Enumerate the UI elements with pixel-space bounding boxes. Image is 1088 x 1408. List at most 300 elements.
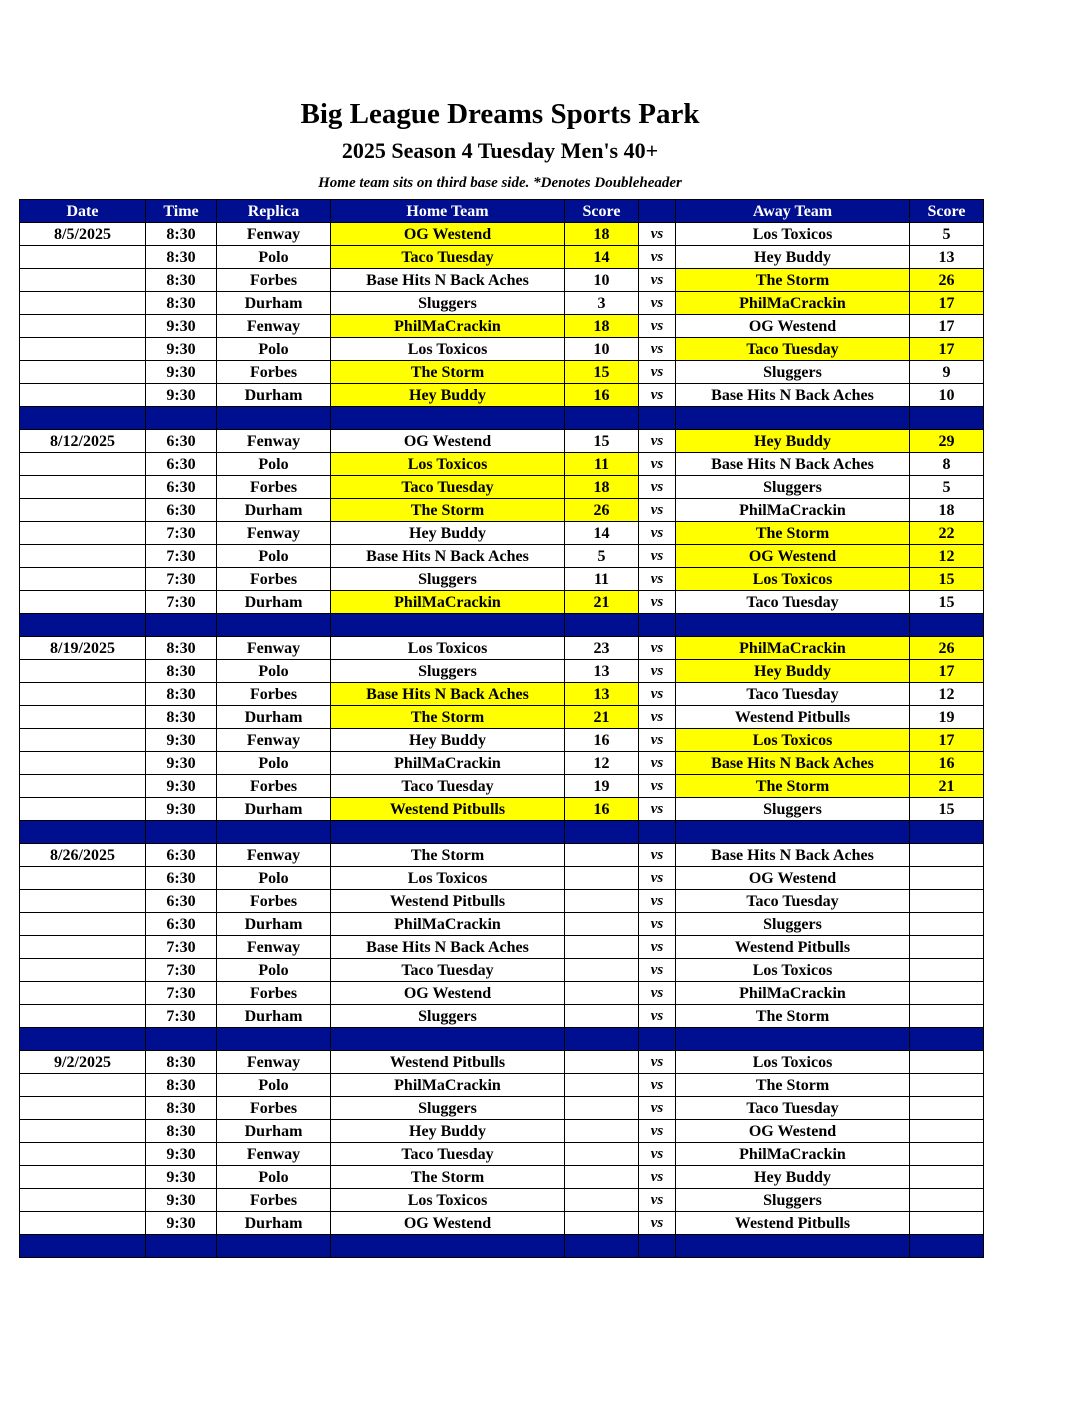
field-name: Forbes <box>217 1189 331 1212</box>
game-time: 9:30 <box>146 752 217 775</box>
vs-label: vs <box>639 246 676 269</box>
vs-label: vs <box>639 913 676 936</box>
game-date <box>20 1097 146 1120</box>
table-row <box>20 292 984 315</box>
home-score <box>565 913 639 936</box>
away-score: 18 <box>910 499 984 522</box>
away-team: Los Toxicos <box>676 959 910 982</box>
vs-label: vs <box>639 752 676 775</box>
field-name: Fenway <box>217 1051 331 1074</box>
vs-label: vs <box>639 660 676 683</box>
game-date <box>20 361 146 384</box>
away-team: Los Toxicos <box>676 223 910 246</box>
home-score: 21 <box>565 591 639 614</box>
home-score: 14 <box>565 246 639 269</box>
table-row <box>20 798 984 821</box>
home-score: 16 <box>565 729 639 752</box>
away-team: Sluggers <box>676 798 910 821</box>
home-score <box>565 1143 639 1166</box>
game-time: 9:30 <box>146 384 217 407</box>
home-score: 10 <box>565 338 639 361</box>
away-score: 10 <box>910 384 984 407</box>
separator-cell <box>910 1235 984 1258</box>
page-note: Home team sits on third base side. *Denotes Doubleheader <box>318 175 682 191</box>
table-row <box>20 1074 984 1097</box>
away-team: Hey Buddy <box>676 660 910 683</box>
game-time: 8:30 <box>146 683 217 706</box>
home-team: Sluggers <box>331 1005 565 1028</box>
home-team: Base Hits N Back Aches <box>331 545 565 568</box>
vs-label: vs <box>639 1051 676 1074</box>
game-time: 8:30 <box>146 1074 217 1097</box>
separator-cell <box>146 1235 217 1258</box>
home-team: Los Toxicos <box>331 867 565 890</box>
separator-cell <box>20 1028 146 1051</box>
game-date: 8/5/2025 <box>20 223 146 246</box>
field-name: Polo <box>217 660 331 683</box>
separator-cell <box>676 614 910 637</box>
separator-cell <box>639 1235 676 1258</box>
vs-label: vs <box>639 1212 676 1235</box>
field-name: Polo <box>217 453 331 476</box>
home-score <box>565 867 639 890</box>
col-date: Date <box>20 200 146 223</box>
field-name: Polo <box>217 1166 331 1189</box>
away-score <box>910 1143 984 1166</box>
home-team: Los Toxicos <box>331 637 565 660</box>
game-date <box>20 1166 146 1189</box>
home-team: Hey Buddy <box>331 1120 565 1143</box>
game-date <box>20 499 146 522</box>
away-team: The Storm <box>676 269 910 292</box>
away-score <box>910 936 984 959</box>
field-name: Fenway <box>217 1143 331 1166</box>
away-score: 5 <box>910 476 984 499</box>
field-name: Forbes <box>217 890 331 913</box>
table-row <box>20 453 984 476</box>
table-row <box>20 637 984 660</box>
game-date <box>20 246 146 269</box>
week-separator <box>20 1235 984 1258</box>
away-team: Westend Pitbulls <box>676 936 910 959</box>
game-date <box>20 867 146 890</box>
col-away-team: Away Team <box>676 200 910 223</box>
vs-label: vs <box>639 453 676 476</box>
away-score: 17 <box>910 729 984 752</box>
vs-label: vs <box>639 269 676 292</box>
away-score <box>910 1097 984 1120</box>
game-date <box>20 1143 146 1166</box>
away-team: Westend Pitbulls <box>676 1212 910 1235</box>
home-score: 18 <box>565 315 639 338</box>
table-row <box>20 890 984 913</box>
vs-label: vs <box>639 545 676 568</box>
field-name: Durham <box>217 591 331 614</box>
page-title: Big League Dreams Sports Park <box>300 98 700 130</box>
field-name: Polo <box>217 246 331 269</box>
vs-label: vs <box>639 361 676 384</box>
home-team: Sluggers <box>331 568 565 591</box>
game-time: 6:30 <box>146 499 217 522</box>
field-name: Fenway <box>217 315 331 338</box>
away-team: The Storm <box>676 775 910 798</box>
game-time: 8:30 <box>146 292 217 315</box>
home-team: Westend Pitbulls <box>331 1051 565 1074</box>
week-separator <box>20 614 984 637</box>
home-team: OG Westend <box>331 430 565 453</box>
field-name: Fenway <box>217 844 331 867</box>
home-score: 11 <box>565 568 639 591</box>
game-time: 9:30 <box>146 315 217 338</box>
home-team: Hey Buddy <box>331 522 565 545</box>
away-team: PhilMaCrackin <box>676 1143 910 1166</box>
table-row <box>20 246 984 269</box>
game-date <box>20 568 146 591</box>
week-separator <box>20 1028 984 1051</box>
home-team: OG Westend <box>331 223 565 246</box>
away-score: 15 <box>910 568 984 591</box>
game-time: 8:30 <box>146 706 217 729</box>
table-row <box>20 706 984 729</box>
field-name: Durham <box>217 292 331 315</box>
away-team: Los Toxicos <box>676 729 910 752</box>
away-team: Hey Buddy <box>676 246 910 269</box>
page-subtitle: 2025 Season 4 Tuesday Men's 40+ <box>341 138 659 163</box>
separator-cell <box>146 407 217 430</box>
game-date <box>20 1074 146 1097</box>
game-date <box>20 338 146 361</box>
game-time: 7:30 <box>146 936 217 959</box>
home-score: 11 <box>565 453 639 476</box>
vs-label: vs <box>639 338 676 361</box>
header-row <box>20 200 984 223</box>
home-team: Westend Pitbulls <box>331 798 565 821</box>
separator-cell <box>639 1028 676 1051</box>
away-team: Taco Tuesday <box>676 338 910 361</box>
table-row <box>20 683 984 706</box>
vs-label: vs <box>639 798 676 821</box>
game-time: 9:30 <box>146 1166 217 1189</box>
away-score <box>910 1051 984 1074</box>
separator-cell <box>331 1235 565 1258</box>
table-row <box>20 361 984 384</box>
game-date <box>20 982 146 1005</box>
game-time: 9:30 <box>146 729 217 752</box>
field-name: Durham <box>217 706 331 729</box>
schedule-table <box>19 199 984 1258</box>
field-name: Durham <box>217 1120 331 1143</box>
home-team: The Storm <box>331 361 565 384</box>
game-date <box>20 1005 146 1028</box>
away-team: Los Toxicos <box>676 568 910 591</box>
separator-cell <box>20 821 146 844</box>
game-date <box>20 269 146 292</box>
game-time: 6:30 <box>146 476 217 499</box>
away-score: 9 <box>910 361 984 384</box>
separator-cell <box>217 407 331 430</box>
game-time: 9:30 <box>146 775 217 798</box>
away-team: PhilMaCrackin <box>676 292 910 315</box>
home-team: The Storm <box>331 499 565 522</box>
table-row <box>20 269 984 292</box>
away-team: Taco Tuesday <box>676 890 910 913</box>
home-team: Westend Pitbulls <box>331 890 565 913</box>
table-row <box>20 1143 984 1166</box>
vs-label: vs <box>639 706 676 729</box>
game-date <box>20 798 146 821</box>
game-date <box>20 890 146 913</box>
game-time: 6:30 <box>146 913 217 936</box>
game-date: 8/12/2025 <box>20 430 146 453</box>
vs-label: vs <box>639 292 676 315</box>
separator-cell <box>639 614 676 637</box>
field-name: Forbes <box>217 1097 331 1120</box>
home-score <box>565 1005 639 1028</box>
away-team: Base Hits N Back Aches <box>676 752 910 775</box>
game-date <box>20 959 146 982</box>
game-time: 9:30 <box>146 361 217 384</box>
table-row <box>20 476 984 499</box>
home-score: 14 <box>565 522 639 545</box>
game-time: 7:30 <box>146 545 217 568</box>
game-date <box>20 1212 146 1235</box>
away-team: PhilMaCrackin <box>676 982 910 1005</box>
table-row <box>20 959 984 982</box>
separator-cell <box>217 614 331 637</box>
field-name: Durham <box>217 1005 331 1028</box>
home-team: Sluggers <box>331 660 565 683</box>
away-team: The Storm <box>676 1005 910 1028</box>
table-row <box>20 499 984 522</box>
away-team: OG Westend <box>676 1120 910 1143</box>
vs-label: vs <box>639 959 676 982</box>
table-row <box>20 982 984 1005</box>
away-score <box>910 844 984 867</box>
field-name: Polo <box>217 867 331 890</box>
separator-cell <box>676 1028 910 1051</box>
away-team: OG Westend <box>676 867 910 890</box>
field-name: Fenway <box>217 729 331 752</box>
game-date <box>20 729 146 752</box>
game-time: 7:30 <box>146 568 217 591</box>
game-time: 8:30 <box>146 1051 217 1074</box>
home-team: Sluggers <box>331 292 565 315</box>
home-score <box>565 1097 639 1120</box>
game-time: 7:30 <box>146 1005 217 1028</box>
game-date <box>20 706 146 729</box>
home-team: PhilMaCrackin <box>331 1074 565 1097</box>
separator-cell <box>146 1028 217 1051</box>
table-row <box>20 660 984 683</box>
separator-cell <box>217 1028 331 1051</box>
field-name: Polo <box>217 1074 331 1097</box>
table-row <box>20 936 984 959</box>
away-team: Base Hits N Back Aches <box>676 384 910 407</box>
vs-label: vs <box>639 568 676 591</box>
game-time: 9:30 <box>146 1189 217 1212</box>
game-date <box>20 913 146 936</box>
home-score: 12 <box>565 752 639 775</box>
away-team: PhilMaCrackin <box>676 637 910 660</box>
game-time: 9:30 <box>146 1143 217 1166</box>
away-team: Sluggers <box>676 913 910 936</box>
home-team: Base Hits N Back Aches <box>331 936 565 959</box>
away-score <box>910 890 984 913</box>
home-score <box>565 1051 639 1074</box>
separator-cell <box>910 407 984 430</box>
separator-cell <box>331 614 565 637</box>
col-away-score: Score <box>910 200 984 223</box>
table-row <box>20 752 984 775</box>
away-team: Base Hits N Back Aches <box>676 844 910 867</box>
table-row <box>20 568 984 591</box>
vs-label: vs <box>639 637 676 660</box>
game-date <box>20 292 146 315</box>
home-score: 18 <box>565 476 639 499</box>
away-score: 8 <box>910 453 984 476</box>
table-row <box>20 384 984 407</box>
separator-cell <box>565 1235 639 1258</box>
field-name: Fenway <box>217 637 331 660</box>
home-team: Hey Buddy <box>331 729 565 752</box>
table-row <box>20 545 984 568</box>
vs-label: vs <box>639 1074 676 1097</box>
separator-cell <box>910 821 984 844</box>
table-row <box>20 1005 984 1028</box>
table-row <box>20 591 984 614</box>
home-score: 13 <box>565 683 639 706</box>
table-row <box>20 1189 984 1212</box>
table-row <box>20 913 984 936</box>
separator-cell <box>565 407 639 430</box>
separator-cell <box>565 614 639 637</box>
game-time: 9:30 <box>146 338 217 361</box>
home-team: OG Westend <box>331 1212 565 1235</box>
home-team: Hey Buddy <box>331 384 565 407</box>
game-date <box>20 545 146 568</box>
table-row <box>20 1166 984 1189</box>
away-team: Taco Tuesday <box>676 683 910 706</box>
table-row <box>20 1097 984 1120</box>
separator-cell <box>20 614 146 637</box>
away-score: 5 <box>910 223 984 246</box>
home-score: 5 <box>565 545 639 568</box>
away-score <box>910 1120 984 1143</box>
table-row <box>20 430 984 453</box>
vs-label: vs <box>639 476 676 499</box>
game-date <box>20 476 146 499</box>
away-score <box>910 1212 984 1235</box>
home-score: 15 <box>565 430 639 453</box>
away-score: 13 <box>910 246 984 269</box>
field-name: Durham <box>217 499 331 522</box>
away-team: The Storm <box>676 1074 910 1097</box>
game-time: 8:30 <box>146 269 217 292</box>
game-date <box>20 453 146 476</box>
table-row <box>20 315 984 338</box>
separator-cell <box>910 1028 984 1051</box>
away-team: Hey Buddy <box>676 1166 910 1189</box>
home-score <box>565 1166 639 1189</box>
home-team: Base Hits N Back Aches <box>331 269 565 292</box>
home-score: 21 <box>565 706 639 729</box>
field-name: Forbes <box>217 982 331 1005</box>
vs-label: vs <box>639 982 676 1005</box>
col-replica: Replica <box>217 200 331 223</box>
home-team: Taco Tuesday <box>331 476 565 499</box>
vs-label: vs <box>639 1097 676 1120</box>
home-score <box>565 1120 639 1143</box>
field-name: Polo <box>217 338 331 361</box>
away-score <box>910 1074 984 1097</box>
away-team: The Storm <box>676 522 910 545</box>
home-score <box>565 1212 639 1235</box>
away-score <box>910 1005 984 1028</box>
game-time: 6:30 <box>146 844 217 867</box>
field-name: Durham <box>217 1212 331 1235</box>
separator-cell <box>565 821 639 844</box>
home-team: Sluggers <box>331 1097 565 1120</box>
game-date <box>20 936 146 959</box>
home-score: 10 <box>565 269 639 292</box>
game-time: 7:30 <box>146 959 217 982</box>
home-team: Taco Tuesday <box>331 959 565 982</box>
separator-cell <box>676 821 910 844</box>
home-team: PhilMaCrackin <box>331 752 565 775</box>
separator-cell <box>639 407 676 430</box>
away-score: 19 <box>910 706 984 729</box>
home-score <box>565 959 639 982</box>
game-time: 8:30 <box>146 637 217 660</box>
vs-label: vs <box>639 1189 676 1212</box>
away-score: 17 <box>910 292 984 315</box>
vs-label: vs <box>639 384 676 407</box>
home-score <box>565 844 639 867</box>
away-score: 17 <box>910 315 984 338</box>
game-time: 8:30 <box>146 1120 217 1143</box>
away-team: Taco Tuesday <box>676 1097 910 1120</box>
vs-label: vs <box>639 867 676 890</box>
away-team: Westend Pitbulls <box>676 706 910 729</box>
game-date: 8/26/2025 <box>20 844 146 867</box>
vs-label: vs <box>639 499 676 522</box>
home-team: Taco Tuesday <box>331 246 565 269</box>
vs-label: vs <box>639 1143 676 1166</box>
home-team: The Storm <box>331 706 565 729</box>
table-row <box>20 775 984 798</box>
home-score <box>565 982 639 1005</box>
schedule-body <box>20 223 984 1258</box>
away-score: 16 <box>910 752 984 775</box>
week-separator <box>20 407 984 430</box>
home-team: PhilMaCrackin <box>331 591 565 614</box>
home-team: Taco Tuesday <box>331 1143 565 1166</box>
game-date <box>20 683 146 706</box>
separator-cell <box>331 821 565 844</box>
field-name: Forbes <box>217 269 331 292</box>
separator-cell <box>331 1028 565 1051</box>
table-row <box>20 1212 984 1235</box>
separator-cell <box>217 821 331 844</box>
game-time: 9:30 <box>146 1212 217 1235</box>
home-team: Los Toxicos <box>331 1189 565 1212</box>
field-name: Durham <box>217 798 331 821</box>
table-row <box>20 729 984 752</box>
home-score <box>565 1074 639 1097</box>
vs-label: vs <box>639 936 676 959</box>
home-team: Taco Tuesday <box>331 775 565 798</box>
away-score: 15 <box>910 591 984 614</box>
